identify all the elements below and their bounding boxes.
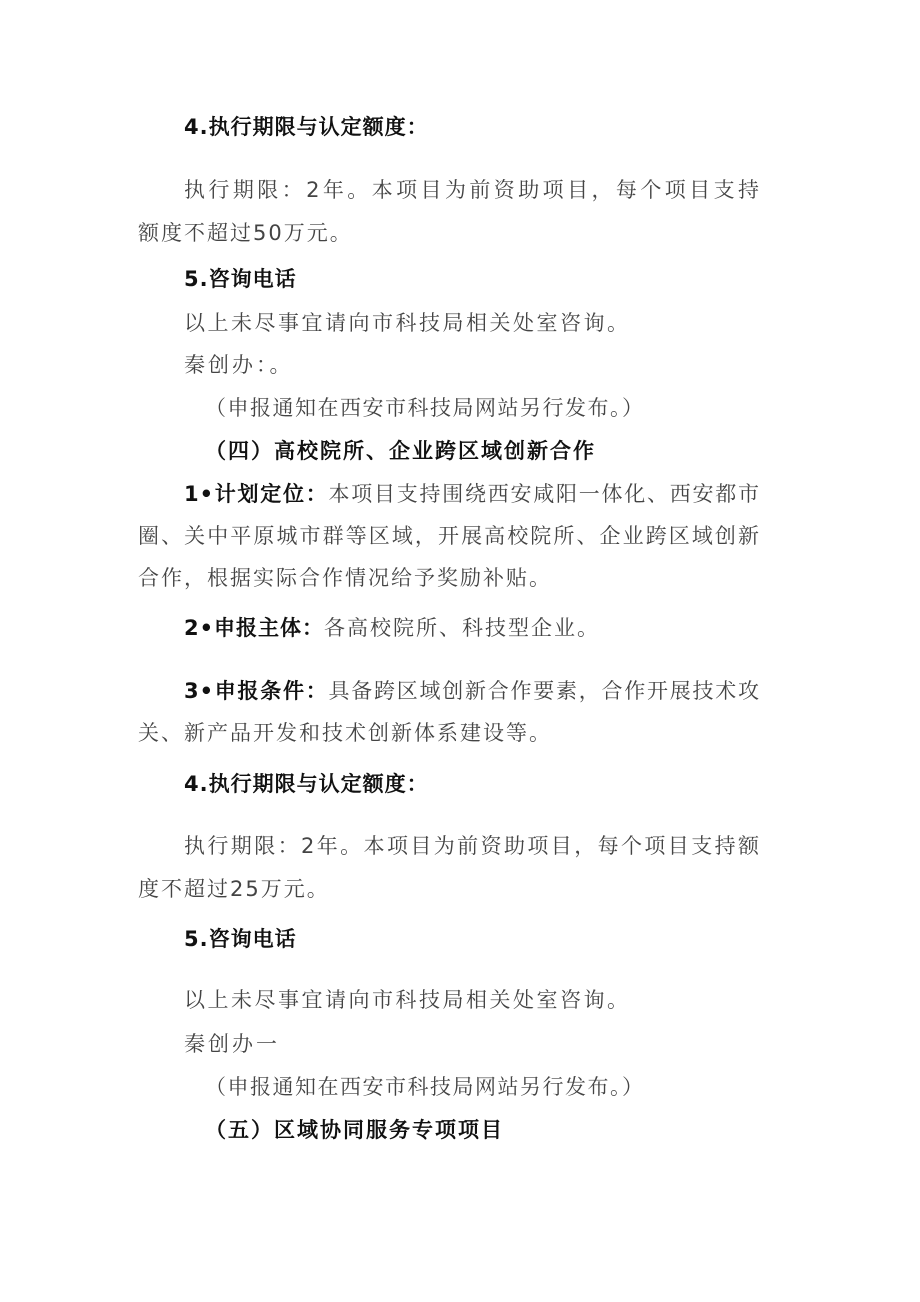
s3-term-line1: 执行期限：2年。本项目为前资助项目，每个项目支持	[184, 178, 760, 202]
s4-contact-heading: 5.咨询电话	[184, 927, 297, 951]
s4-subject-text: 各高校院所、科技型企业。	[324, 616, 601, 640]
s4-term-line2: 度不超过25万元。	[138, 877, 330, 901]
s4-conditions-line2: 关、新产品开发和技术创新体系建设等。	[138, 721, 552, 745]
s3-office: 秦创办：。	[184, 353, 294, 377]
s4-subject-label: 2•申报主体：	[184, 616, 325, 640]
s4-notice: （申报通知在西安市科技局网站另行发布。）	[205, 1075, 645, 1099]
s4-conditions-line1	[184, 677, 760, 705]
s4-positioning-text: 本项目支持围绕西安咸阳一体化、西安都市	[328, 482, 760, 506]
s3-contact-line: 以上未尽事宜请向市科技局相关处室咨询。	[184, 311, 631, 335]
s4-positioning-line2: 圈、关中平原城市群等区域，开展高校院所、企业跨区域创新	[138, 524, 760, 548]
s4-title: （四）高校院所、企业跨区域创新合作	[205, 439, 596, 463]
s3-term-line2: 额度不超过50万元。	[138, 221, 353, 245]
s4-conditions-text: 具备跨区域创新合作要素，合作开展技术攻	[328, 679, 760, 703]
s4-term-heading: 4.执行期限与认定额度：	[184, 772, 429, 796]
s4-subject-line	[184, 614, 600, 642]
s4-contact-line: 以上未尽事宜请向市科技局相关处室咨询。	[184, 988, 631, 1012]
s4-conditions-label: 3•申报条件：	[184, 679, 329, 703]
s4-office: 秦创办一	[184, 1032, 280, 1056]
s4-term-line1: 执行期限：2年。本项目为前资助项目，每个项目支持额	[184, 834, 760, 858]
s4-positioning-line3: 合作，根据实际合作情况给予奖励补贴。	[138, 566, 552, 590]
s3-term-heading: 4.执行期限与认定额度：	[184, 115, 429, 139]
s3-contact-heading: 5.咨询电话	[184, 267, 297, 291]
s5-title: （五）区域协同服务专项项目	[205, 1118, 504, 1142]
s3-notice: （申报通知在西安市科技局网站另行发布。）	[205, 396, 645, 420]
s4-positioning-label: 1•计划定位：	[184, 482, 329, 506]
s4-positioning-line1	[184, 480, 760, 508]
